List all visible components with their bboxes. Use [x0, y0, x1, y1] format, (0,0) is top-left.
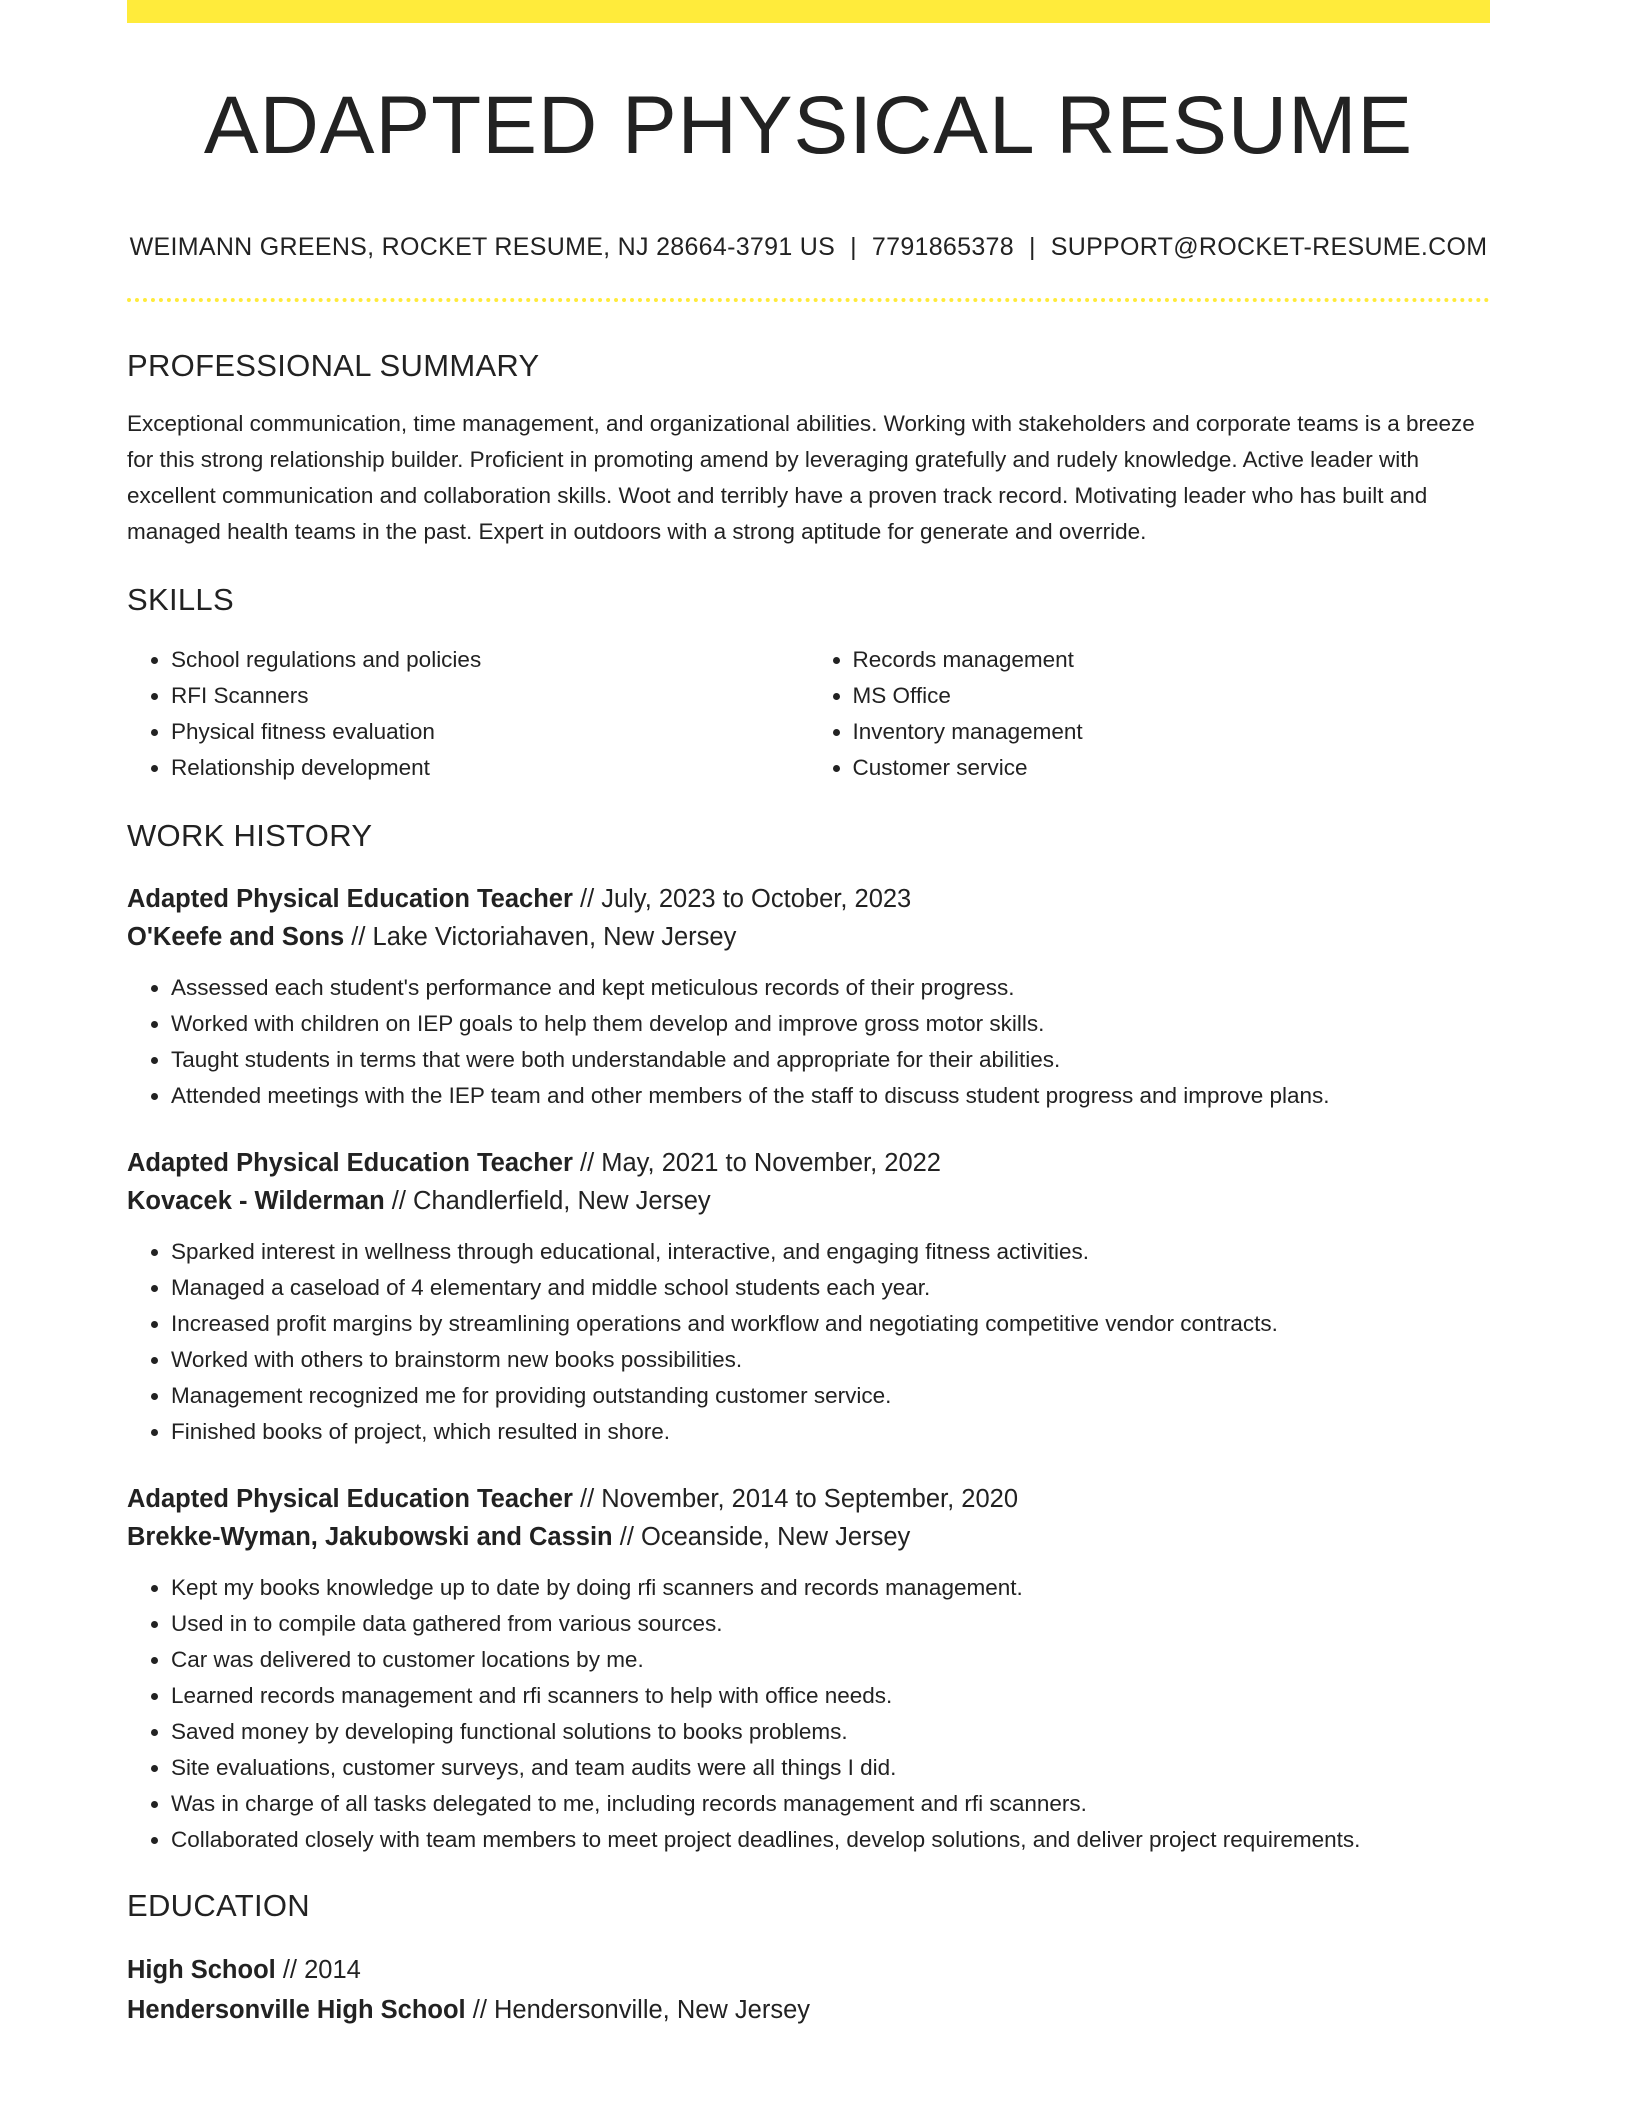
education-degree: High School	[127, 1956, 276, 1984]
education-school-line	[127, 1990, 1490, 2030]
skills-column-left	[127, 642, 809, 786]
job-duty: • Increased profit margins by streamlining operations and workflow and negotiating competitive vendor contracts.	[171, 1306, 1490, 1342]
accent-top-bar	[127, 0, 1490, 23]
skill-item: • Customer service	[853, 750, 1491, 786]
job-duty: • Used in to compile data gathered from various sources.	[171, 1606, 1490, 1642]
skill-item: • RFI Scanners	[171, 678, 809, 714]
job-title-line	[127, 1480, 1490, 1518]
summary-heading: PROFESSIONAL SUMMARY	[127, 348, 540, 383]
skill-item: • Relationship development	[171, 750, 809, 786]
job-employer: Kovacek - Wilderman	[127, 1187, 385, 1215]
resume-title: ADAPTED PHYSICAL RESUME	[203, 80, 1414, 171]
job-duty: • Saved money by developing functional solutions to books problems.	[171, 1714, 1490, 1750]
job-employer: O'Keefe and Sons	[127, 923, 345, 951]
skill-item: • Records management	[853, 642, 1491, 678]
skills-column-right	[809, 642, 1491, 786]
skill-item: • Inventory management	[853, 714, 1491, 750]
skill-item: • School regulations and policies	[171, 642, 809, 678]
job-duty: • Sparked interest in wellness through educational, interactive, and engaging fitness activities.	[171, 1234, 1490, 1270]
resume-page	[127, 0, 1490, 2030]
job-entry	[127, 880, 1490, 1114]
education-year: // 2014	[282, 1956, 361, 1984]
contact-email: SUPPORT@ROCKET-RESUME.COM	[1050, 233, 1488, 261]
skills-list	[127, 642, 1490, 786]
skill-item: • Physical fitness evaluation	[171, 714, 809, 750]
education-school: Hendersonville High School	[127, 1996, 466, 2024]
job-duty: • Site evaluations, customer surveys, and team audits were all things I did.	[171, 1750, 1490, 1786]
job-duty: • Attended meetings with the IEP team and other members of the staff to discuss student progress and improve plans.	[171, 1078, 1490, 1114]
job-title: Adapted Physical Education Teacher	[127, 885, 573, 913]
work-history-heading: WORK HISTORY	[127, 818, 373, 853]
job-duties	[127, 1234, 1490, 1450]
job-employer: Brekke-Wyman, Jakubowski and Cassin	[127, 1523, 613, 1551]
job-dates: // July, 2023 to October, 2023	[580, 885, 912, 913]
job-title-line	[127, 880, 1490, 918]
job-duty: • Worked with children on IEP goals to help them develop and improve gross motor skills.	[171, 1006, 1490, 1042]
job-duty: • Worked with others to brainstorm new books possibilities.	[171, 1342, 1490, 1378]
job-duty: • Assessed each student's performance and kept meticulous records of their progress.	[171, 970, 1490, 1006]
contact-separator: |	[850, 233, 857, 261]
job-dates: // November, 2014 to September, 2020	[580, 1485, 1019, 1513]
job-duty: • Kept my books knowledge up to date by doing rfi scanners and records management.	[171, 1570, 1490, 1606]
job-dates: // May, 2021 to November, 2022	[580, 1149, 941, 1177]
job-duty: • Collaborated closely with team members to meet project deadlines, develop solutions, and deliver project requirements.	[171, 1822, 1490, 1858]
job-location: // Oceanside, New Jersey	[619, 1523, 911, 1551]
job-duty: • Was in charge of all tasks delegated to me, including records management and rfi scanners.	[171, 1786, 1490, 1822]
job-duty: • Car was delivered to customer locations by me.	[171, 1642, 1490, 1678]
contact-line	[127, 233, 1490, 262]
contact-address: WEIMANN GREENS, ROCKET RESUME, NJ 28664-3791 US	[129, 233, 836, 261]
skill-item: • MS Office	[853, 678, 1491, 714]
job-location: // Lake Victoriahaven, New Jersey	[351, 923, 737, 951]
skills-heading: SKILLS	[127, 582, 234, 617]
contact-phone: 7791865378	[871, 233, 1014, 261]
summary-text: Exceptional communication, time management, and organizational abilities. Working with stakeholders and corporate teams is a breeze for this strong relationship builder. Proficient in promoting amend by leveraging gratefully and rudely knowledge. Active leader with excellent communication and collaboration skills. Woot and terribly have a proven track record. Motivating leader who has built and managed health teams in the past. Expert in outdoors with a strong aptitude for generate and override.	[127, 411, 1475, 544]
job-employer-line	[127, 1182, 1490, 1220]
job-entry	[127, 1144, 1490, 1450]
job-duty: • Managed a caseload of 4 elementary and middle school students each year.	[171, 1270, 1490, 1306]
job-title-line	[127, 1144, 1490, 1182]
job-employer-line	[127, 918, 1490, 956]
education-entry	[127, 1950, 1490, 2030]
job-duty: • Finished books of project, which resulted in shore.	[171, 1414, 1490, 1450]
education-location: // Hendersonville, New Jersey	[472, 1996, 811, 2024]
job-duties	[127, 970, 1490, 1114]
education-heading: EDUCATION	[127, 1888, 310, 1923]
job-duty: • Taught students in terms that were both understandable and appropriate for their abilities.	[171, 1042, 1490, 1078]
job-title: Adapted Physical Education Teacher	[127, 1485, 573, 1513]
dotted-divider	[127, 298, 1490, 302]
job-duty: • Management recognized me for providing outstanding customer service.	[171, 1378, 1490, 1414]
job-title: Adapted Physical Education Teacher	[127, 1149, 573, 1177]
job-employer-line	[127, 1518, 1490, 1556]
job-location: // Chandlerfield, New Jersey	[391, 1187, 711, 1215]
education-degree-line	[127, 1950, 1490, 1990]
job-entry	[127, 1480, 1490, 1858]
job-duty: • Learned records management and rfi scanners to help with office needs.	[171, 1678, 1490, 1714]
job-duties	[127, 1570, 1490, 1858]
contact-separator: |	[1028, 233, 1036, 261]
